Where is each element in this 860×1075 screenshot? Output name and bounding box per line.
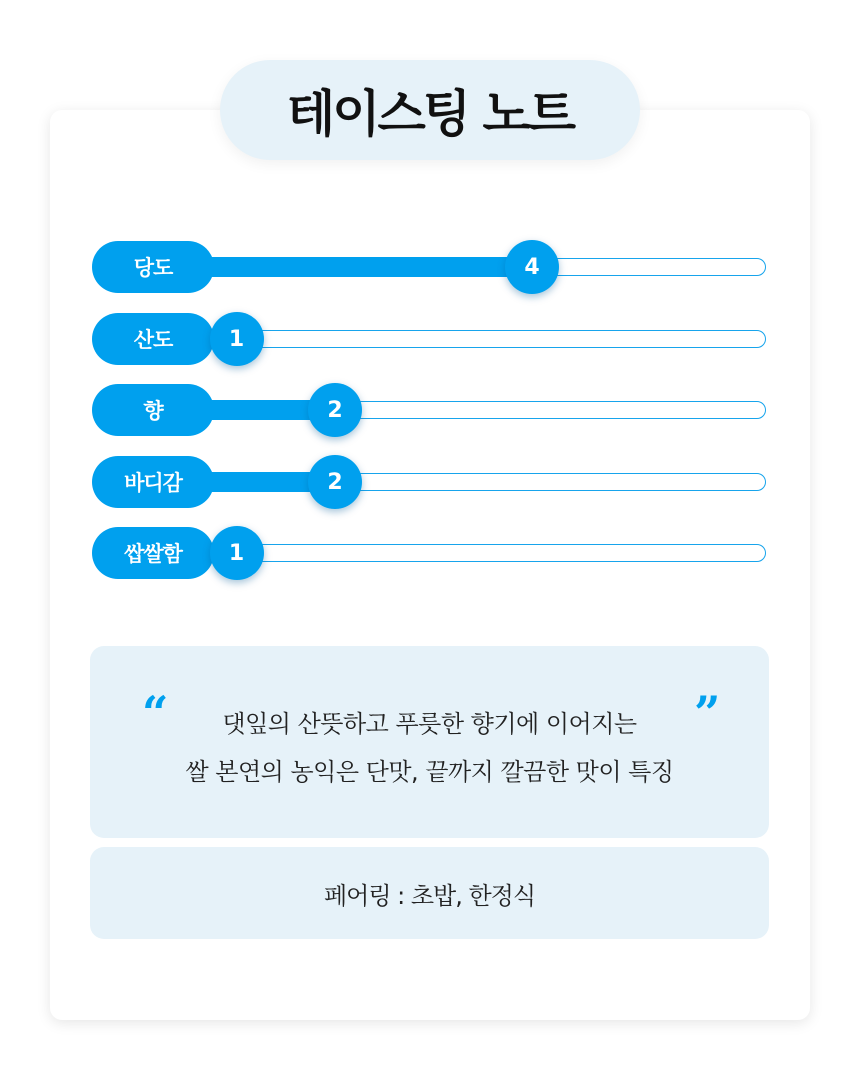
page-title: 테이스팅 노트: [286, 85, 574, 143]
tasting-description: [90, 646, 769, 838]
rating-row-sweetness[interactable]: [92, 240, 768, 294]
rating-row-aroma[interactable]: [92, 383, 768, 437]
open-quote-icon: “: [142, 686, 163, 740]
slider-knob[interactable]: 2: [308, 455, 362, 509]
rating-label: 향: [92, 384, 214, 436]
title-badge: [220, 60, 640, 160]
slider-track[interactable]: [192, 544, 766, 562]
slider-track[interactable]: [192, 330, 766, 348]
rating-row-acidity[interactable]: [92, 312, 768, 366]
rating-row-body[interactable]: [92, 455, 768, 509]
slider-knob[interactable]: 1: [210, 526, 264, 580]
close-quote-icon: ”: [694, 686, 715, 740]
description-line-2: 쌀 본연의 농익은 단맛, 끝까지 깔끔한 맛이 특징: [185, 758, 674, 786]
slider-knob[interactable]: 4: [505, 240, 559, 294]
rating-label: 당도: [92, 241, 214, 293]
rating-label: 바디감: [92, 456, 214, 508]
slider-knob[interactable]: 1: [210, 312, 264, 366]
rating-label: 산도: [92, 313, 214, 365]
rating-row-bitterness[interactable]: [92, 526, 768, 580]
slider-knob[interactable]: 2: [308, 383, 362, 437]
description-line-1: 댓잎의 산뜻하고 푸릇한 향기에 이어지는: [222, 710, 637, 738]
pairing-text: 페어링 : 초밥, 한정식: [323, 881, 536, 910]
pairing-box: [90, 847, 769, 939]
rating-label: 쌉쌀함: [92, 527, 214, 579]
